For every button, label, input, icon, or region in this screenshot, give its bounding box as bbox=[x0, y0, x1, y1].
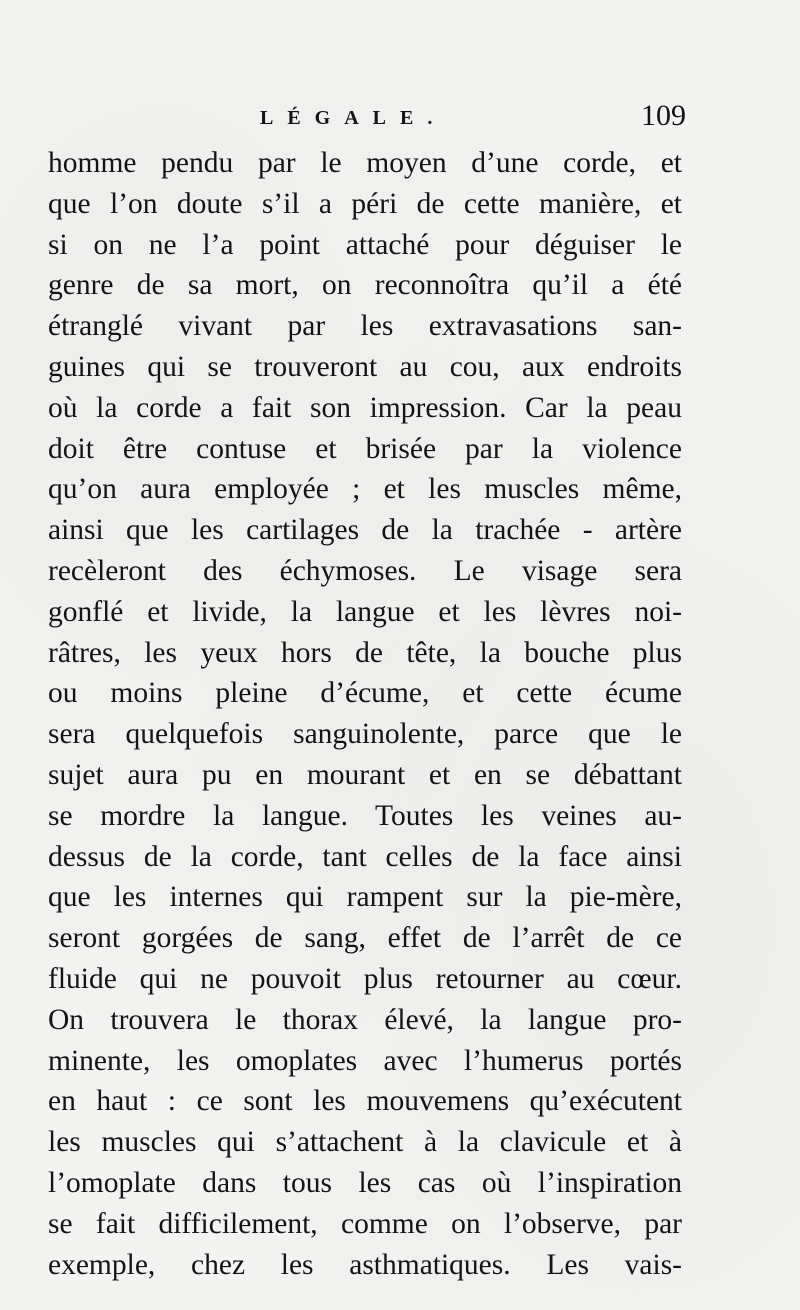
text-line: exemple, chez les asthmatiques. Les vais- bbox=[48, 1248, 682, 1281]
text-line: homme pendu par le moyen d’une corde, et bbox=[48, 147, 682, 179]
text-line: si on ne l’a point attaché pour déguiser le bbox=[48, 228, 682, 261]
text-line: râtres, les yeux hors de tête, la bouche plus bbox=[48, 636, 682, 669]
text-line: genre de sa mort, on reconnoîtra qu’il a été bbox=[48, 269, 682, 302]
text-line: se mordre la langue. Toutes les veines au- bbox=[48, 799, 682, 832]
text-line: qu’on aura employée ; et les muscles même, bbox=[48, 473, 682, 506]
text-line: sera quelquefois sanguinolente, parce que le bbox=[48, 718, 682, 751]
text-line: gonflé et livide, la langue et les lèvres noi- bbox=[48, 595, 682, 628]
text-line: seront gorgées de sang, effet de l’arrêt de ce bbox=[48, 922, 682, 955]
text-line: fluide qui ne pouvoit plus retourner au cœur. bbox=[48, 962, 682, 995]
text-line: que l’on doute s’il a péri de cette manière, et bbox=[48, 187, 682, 220]
text-line: ou moins pleine d’écume, et cette écume bbox=[48, 677, 682, 710]
text-line: que les internes qui rampent sur la pie-mère, bbox=[48, 881, 682, 914]
text-line: doit être contuse et brisée par la violence bbox=[48, 432, 682, 465]
text-line: On trouvera le thorax élevé, la langue pro- bbox=[48, 1003, 682, 1036]
text-line: sujet aura pu en mourant et en se débattant bbox=[48, 758, 682, 791]
page-header bbox=[50, 99, 686, 137]
text-line: recèleront des échymoses. Le visage sera bbox=[48, 554, 682, 587]
running-title: LÉGALE. bbox=[260, 107, 447, 129]
text-line: en haut : ce sont les mouvemens qu’exécutent bbox=[48, 1085, 682, 1118]
text-line: étranglé vivant par les extravasations san- bbox=[48, 310, 682, 343]
text-line: l’omoplate dans tous les cas où l’inspiration bbox=[48, 1166, 682, 1199]
body-text bbox=[48, 143, 682, 1285]
text-line: où la corde a fait son impression. Car la peau bbox=[48, 391, 682, 424]
text-line: les muscles qui s’attachent à la clavicule et à bbox=[48, 1126, 682, 1159]
text-line: ainsi que les cartilages de la trachée - artère bbox=[48, 514, 682, 547]
text-line: se fait difficilement, comme on l’observe, par bbox=[48, 1207, 682, 1240]
page-number: 109 bbox=[641, 99, 686, 132]
text-line: guines qui se trouveront au cou, aux endroits bbox=[48, 350, 682, 383]
text-line: minente, les omoplates avec l’humerus portés bbox=[48, 1044, 682, 1077]
text-line: dessus de la corde, tant celles de la face ainsi bbox=[48, 840, 682, 873]
